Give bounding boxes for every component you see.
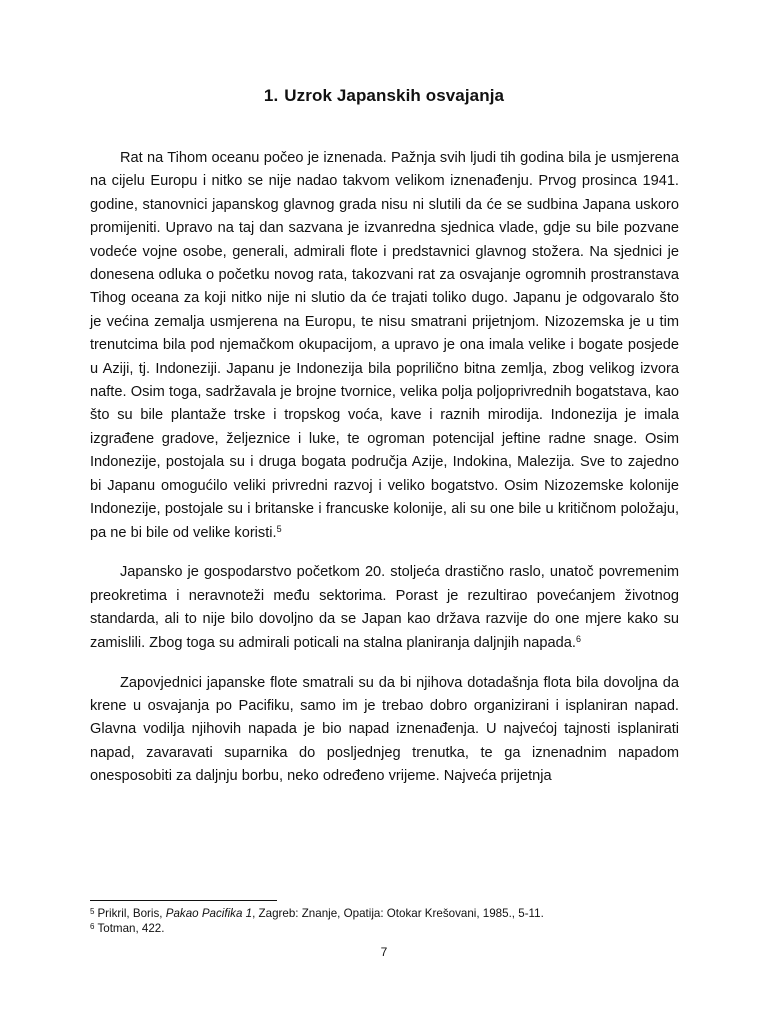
page-number: 7 [380,945,388,959]
chapter-heading [0,86,768,106]
footnote-text: Totman, 422. [97,922,165,935]
footnote-5 [90,906,690,921]
footnote-reference: 6 [575,633,581,644]
footnotes [90,906,690,936]
footnote-mark: 5 [90,907,95,916]
footnote-6 [90,921,690,936]
body-text [90,147,679,805]
paragraph-3 [90,672,679,789]
footnote-italic-title: Pakao Pacifika 1 [165,907,253,920]
footnote-reference: 5 [276,523,282,534]
chapter-title: Uzrok Japanskih osvajanja [284,86,505,105]
paragraph-2 [90,561,679,655]
paragraph-text: Japansko je gospodarstvo početkom 20. stoljeća drastično raslo, unatoč povremenim preokretima i neravnoteži među sektorima. Porast je rezultirao povećanjem životnog standarda, ali to nije bilo dovoljno da se Japan kao država razvije do one mjere kako su zamislili. Zbog toga su admirali poticali na stalna planiranja daljnjih napada. [90,564,679,651]
footnote-text: , Zagreb: Znanje, Opatija: Otokar Krešovani, 1985., 5-11. [252,907,544,920]
paragraph-1 [90,147,679,545]
paragraph-text: Zapovjednici japanske flote smatrali su da bi njihova dotadašnja flota bila dovoljna da krene u osvajanja po Pacifiku, samo im je trebao dobro organizirani i isplaniran napad. Glavna vodilja njihovih napada je bio napad iznenađenja. U najvećoj tajnosti isplanirati napad, zavaravati suparnika do posljednjeg trenutka, te ga iznenadnim napadom onesposobiti za daljnju borbu, neko određeno vrijeme. Najveća prijetnja [90,674,679,785]
chapter-number: 1. [263,86,279,105]
footnote-separator [90,900,277,901]
paragraph-text: Rat na Tihom oceanu počeo je iznenada. Pažnja svih ljudi tih godina bila je usmjerena na cijelu Europu i nitko se nije nadao takvom velikom iznenađenju. Prvog prosinca 1941. godine, stanovnici japanskog glavnog grada nisu ni slutili da će se sudbina Japana uskoro promijeniti. Upravo na taj dan sazvana je izvanredna sjednica vlade, gdje su bile pozvane vodeće vojne osobe, generali, admirali flote i predstavnici glavnog stožera. Na sjednici je donesena odluka o početku novog rata, takozvani rat za osvajanje ogromnih prostranstava Tihog oceana za koji nitko nije ni slutio da će trajati toliko dugo. Japanu je odgovaralo što je većina zemalja usmjerena na Europu, te nisu smatrani prijetnjom. Nizozemska je u tim trenutcima bila pod njemačkom okupacijom, a upravo je ona imala velike i bogate posjede u Aziji, tj. Indoneziji. Japanu je Indonezija bila poprilično bitna zemlja, zbog velikog izvora nafte. Osim toga, sadržavala je brojne tvornice, velika polja poljoprivrednih bogatstava, kao što su bile plantaže trske i tropskog voća, kave i raznih mirodija. Indonezija je imala izgrađene gradove, željeznice i luke, te ogroman potencijal jeftine radne snage. Osim Indonezije, postojala su i druga bogata područja Azije, Indokina, Malezija. Sve to zajedno bi Japanu omogućilo veliki privredni razvoj i veliko bogatstvo. Osim Nizozemske kolonije Indonezije, postojale su i britanske i francuske kolonije, ali su one bile u kritičnom položaju, pa ne bi bile od velike koristi. [90,150,679,541]
footnote-text: Prikril, Boris, [97,907,166,920]
footnote-mark: 6 [90,922,95,931]
